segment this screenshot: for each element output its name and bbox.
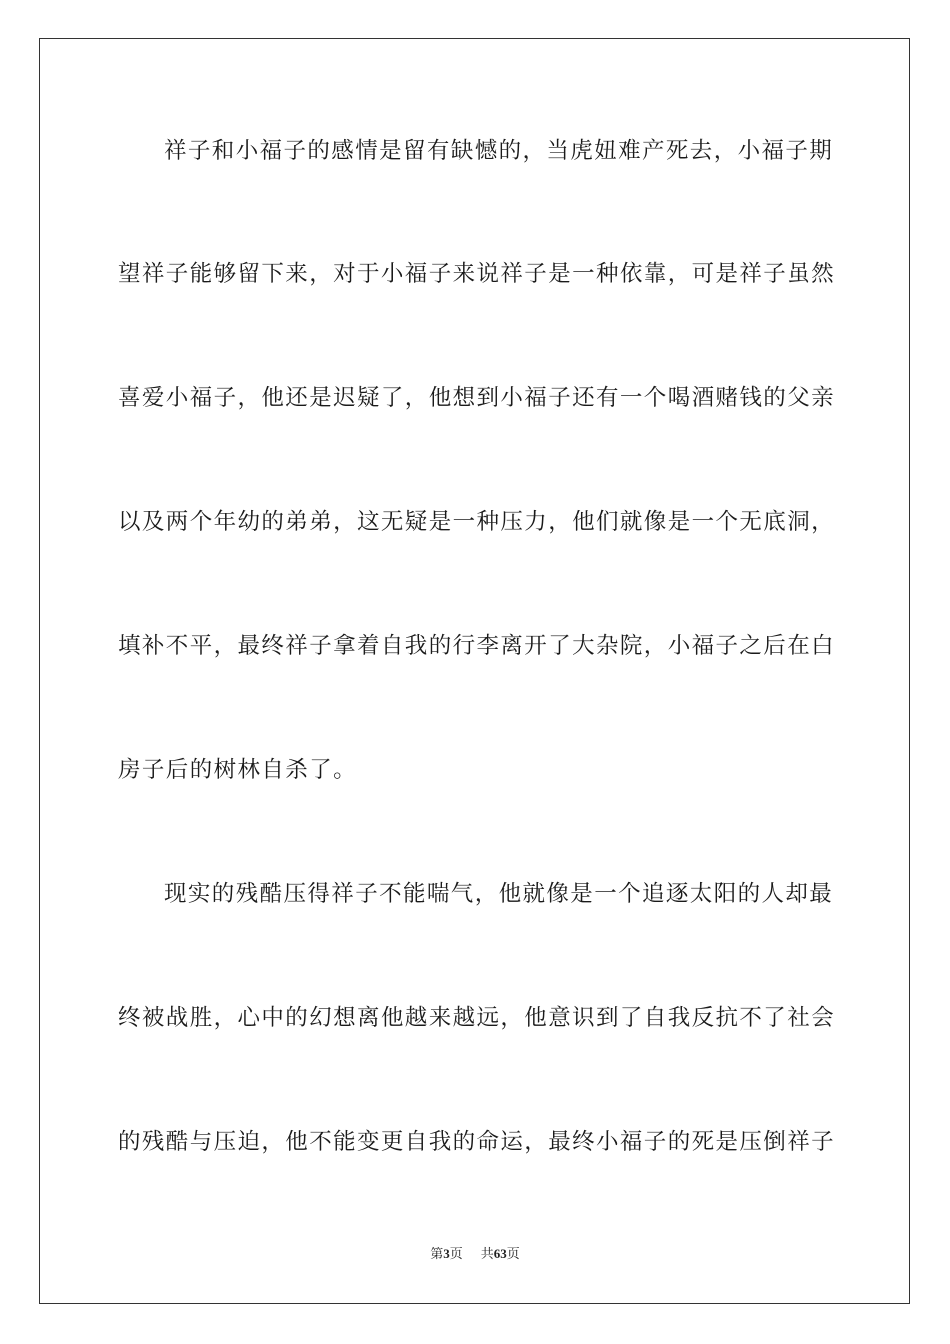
page-number: 3 [443,1246,450,1261]
total-prefix: 共 [480,1246,494,1261]
page-prefix: 第 [430,1246,444,1261]
total-pages: 63 [493,1246,507,1261]
page-suffix: 页 [449,1246,463,1261]
text-line: 望祥子能够留下来，对于小福子来说祥子是一种依靠，可是祥子虽然 [118,261,836,287]
text-line: 的残酷与压迫，他不能变更自我的命运，最终小福子的死是压倒祥子 [118,1129,836,1155]
text-line: 祥子和小福子的感情是留有缺憾的，当虎妞难产死去，小福子期 [164,138,834,164]
text-line: 终被战胜，心中的幻想离他越来越远，他意识到了自我反抗不了社会 [118,1005,836,1031]
text-line: 喜爱小福子，他还是迟疑了，他想到小福子还有一个喝酒赌钱的父亲 [118,385,836,411]
total-suffix: 页 [506,1246,520,1261]
text-line: 以及两个年幼的弟弟，这无疑是一种压力，他们就像是一个无底洞， [118,509,836,535]
text-line: 房子后的树林自杀了。 [118,757,358,783]
text-line: 现实的残酷压得祥子不能喘气，他就像是一个追逐太阳的人却最 [164,881,834,907]
text-line: 填补不平，最终祥子拿着自我的行李离开了大杂院，小福子之后在白 [118,633,836,659]
page-footer [0,1244,950,1264]
page-border [39,38,910,1304]
